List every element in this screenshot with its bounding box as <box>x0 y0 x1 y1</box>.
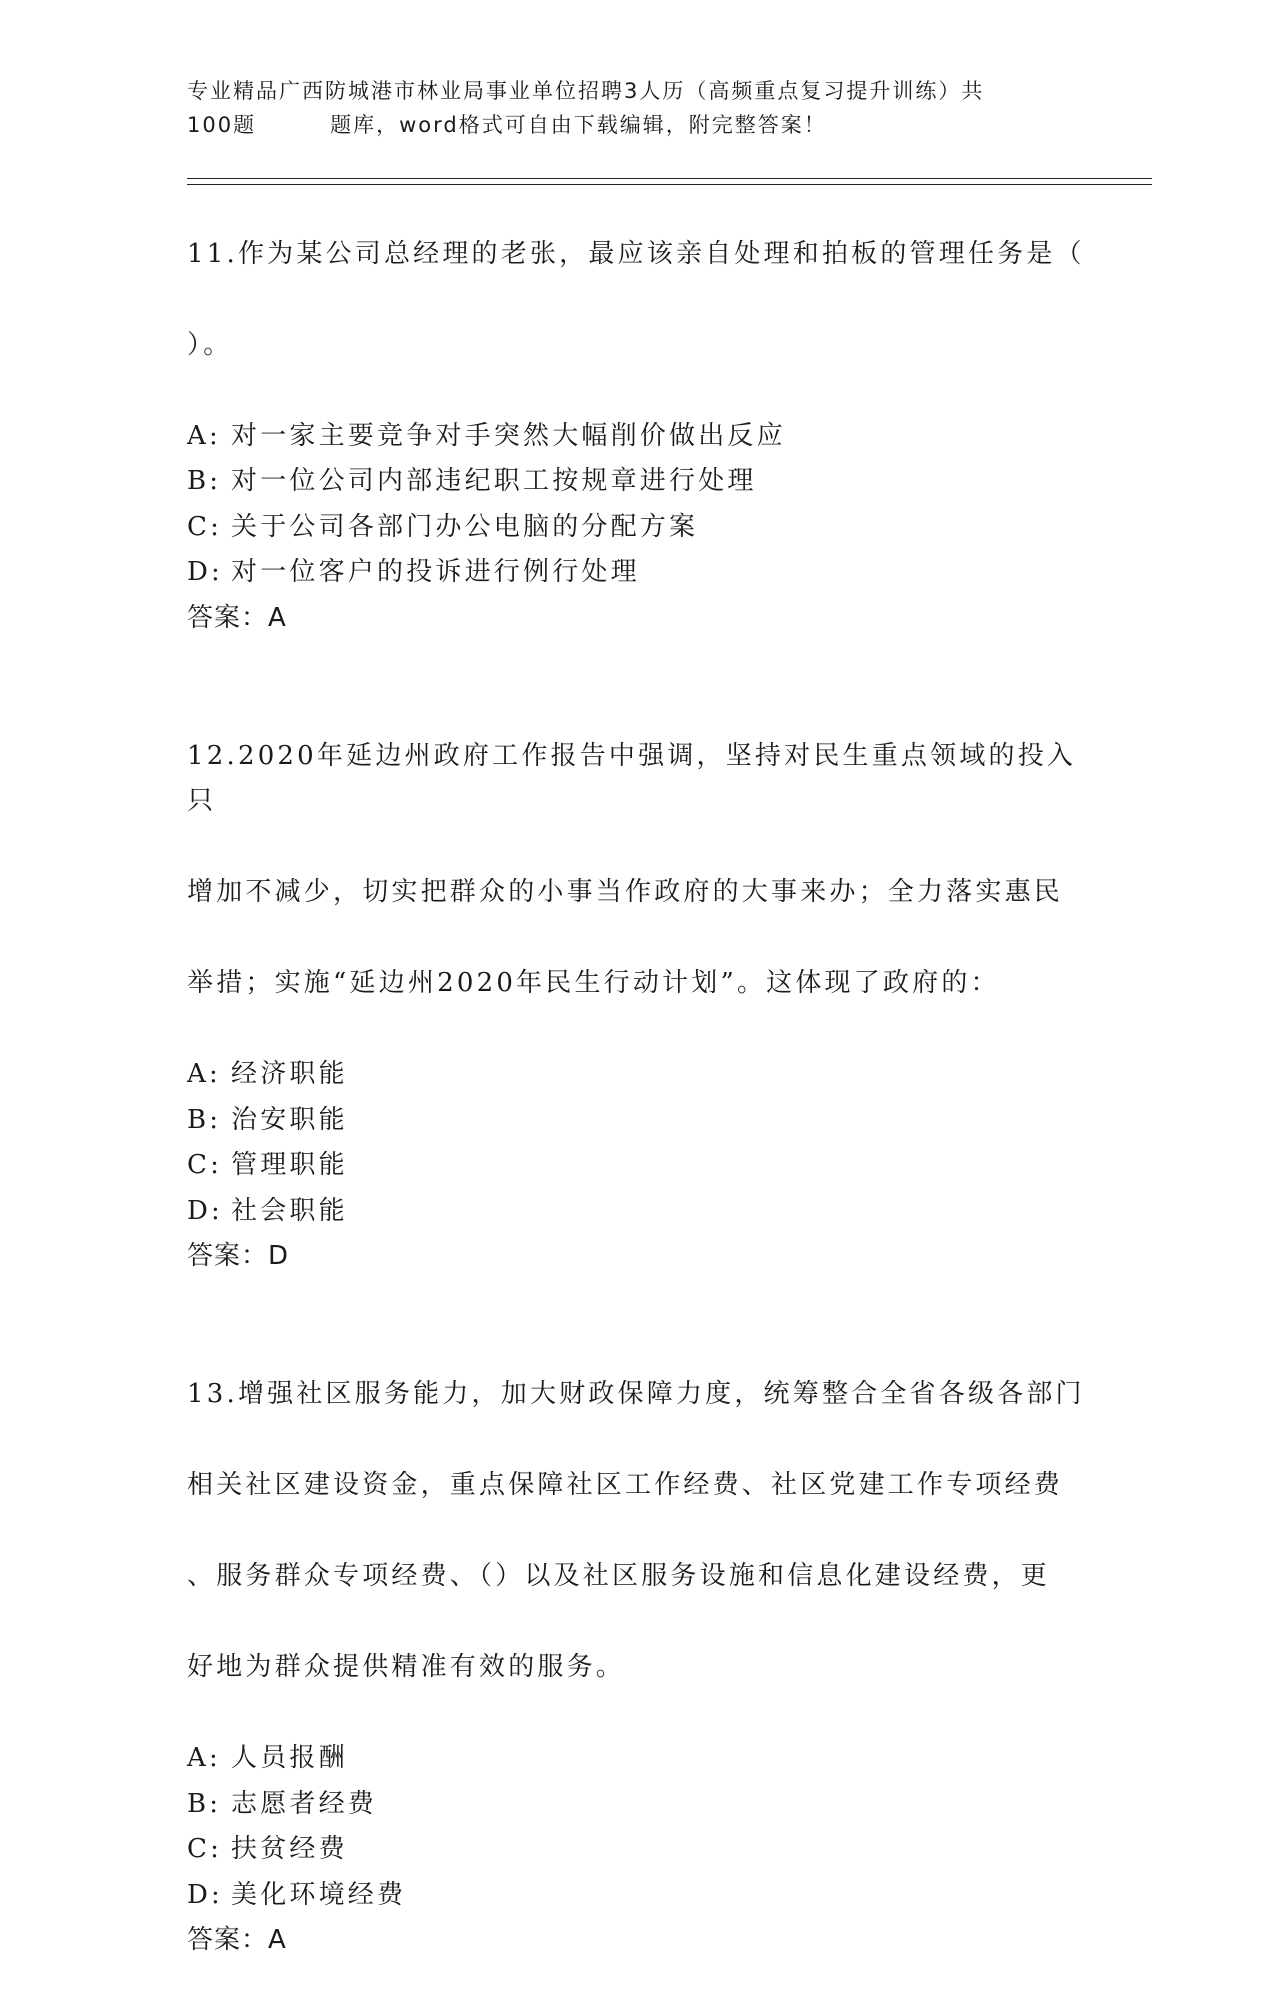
option-letter: D: <box>187 1195 224 1226</box>
header-count: 100题 <box>187 113 257 137</box>
option-b <box>187 1098 1087 1144</box>
option-letter: C: <box>187 1150 223 1180</box>
option-d <box>187 1189 1087 1235</box>
option-d <box>187 550 1087 596</box>
question-stem-line: 增加不减少，切实把群众的小事当作政府的大事来办；全力落实惠民 <box>187 877 1064 907</box>
option-letter: B: <box>187 1788 222 1819</box>
question-stem <box>187 186 1087 414</box>
question-stem-line: 举措；实施“延边州2020年民生行动计划”。这体现了政府的： <box>187 968 1000 998</box>
question-stem-line: 、服务群众专项经费、（）以及社区服务设施和信息化建设经费，更 <box>187 1561 1051 1591</box>
option-letter: D: <box>187 1879 224 1910</box>
option-d <box>187 1873 1087 1919</box>
option-b <box>187 459 1087 505</box>
question-stem-line: 相关社区建设资金，重点保障社区工作经费、社区党建工作专项经费 <box>187 1470 1064 1500</box>
option-letter: B: <box>187 1104 222 1135</box>
question-stem-line: 11.作为某公司总经理的老张，最应该亲自处理和拍板的管理任务是（ <box>187 238 1085 269</box>
option-text: 扶贫经费 <box>231 1834 348 1864</box>
option-text: 人员报酬 <box>231 1743 348 1773</box>
option-letter: A: <box>187 420 221 451</box>
option-letter: A: <box>187 1743 221 1773</box>
question-stem-line: 13.增强社区服务能力，加大财政保障力度，统筹整合全省各级各部门 <box>187 1379 1085 1409</box>
option-text: 美化环境经费 <box>231 1879 407 1910</box>
option-letter: C: <box>187 511 223 542</box>
question-stem <box>187 688 1087 1052</box>
option-text: 关于公司各部门办公电脑的分配方案 <box>231 511 699 542</box>
option-c <box>187 505 1087 551</box>
option-letter: C: <box>187 1834 223 1864</box>
option-a <box>187 1736 1087 1782</box>
option-text: 管理职能 <box>231 1150 348 1180</box>
answer-line: 答案：D <box>187 1241 290 1271</box>
option-text: 对一位客户的投诉进行例行处理 <box>231 557 640 587</box>
option-a <box>187 1052 1087 1098</box>
header-title-line2 <box>187 108 1087 142</box>
question-stem-line: 好地为群众提供精准有效的服务。 <box>187 1652 626 1682</box>
option-text: 对一家主要竞争对手突然大幅削价做出反应 <box>231 420 786 451</box>
option-text: 对一位公司内部违纪职工按规章进行处理 <box>231 466 757 496</box>
question-stem <box>187 1327 1087 1737</box>
option-b <box>187 1782 1087 1828</box>
header-title-line1: 专业精品广西防城港市林业局事业单位招聘3人历（高频重点复习提升训练）共 <box>187 79 985 103</box>
question-item <box>187 688 1087 1280</box>
option-text: 治安职能 <box>231 1104 348 1135</box>
question-stem-line: 12.2020年延边州政府工作报告中强调，坚持对民生重点领域的投入只 <box>187 740 1077 816</box>
question-item <box>187 186 1087 641</box>
header-description: 题库，word格式可自由下载编辑，附完整答案！ <box>330 113 827 137</box>
option-letter: B: <box>187 466 222 496</box>
question-item <box>187 1327 1087 1964</box>
question-stem-line: ）。 <box>187 329 233 360</box>
option-letter: D: <box>187 557 224 587</box>
option-letter: A: <box>187 1059 221 1089</box>
option-c <box>187 1143 1087 1189</box>
header-divider-top <box>187 178 1152 179</box>
question-list <box>187 186 1087 2011</box>
option-text: 经济职能 <box>231 1059 348 1089</box>
answer-line: 答案：A <box>187 602 287 633</box>
answer-line: 答案：A <box>187 1925 287 1955</box>
document-header <box>187 74 1087 142</box>
option-text: 社会职能 <box>231 1195 348 1226</box>
header-divider-bottom <box>187 184 1152 185</box>
option-c <box>187 1827 1087 1873</box>
option-text: 志愿者经费 <box>231 1788 378 1819</box>
option-a <box>187 414 1087 460</box>
